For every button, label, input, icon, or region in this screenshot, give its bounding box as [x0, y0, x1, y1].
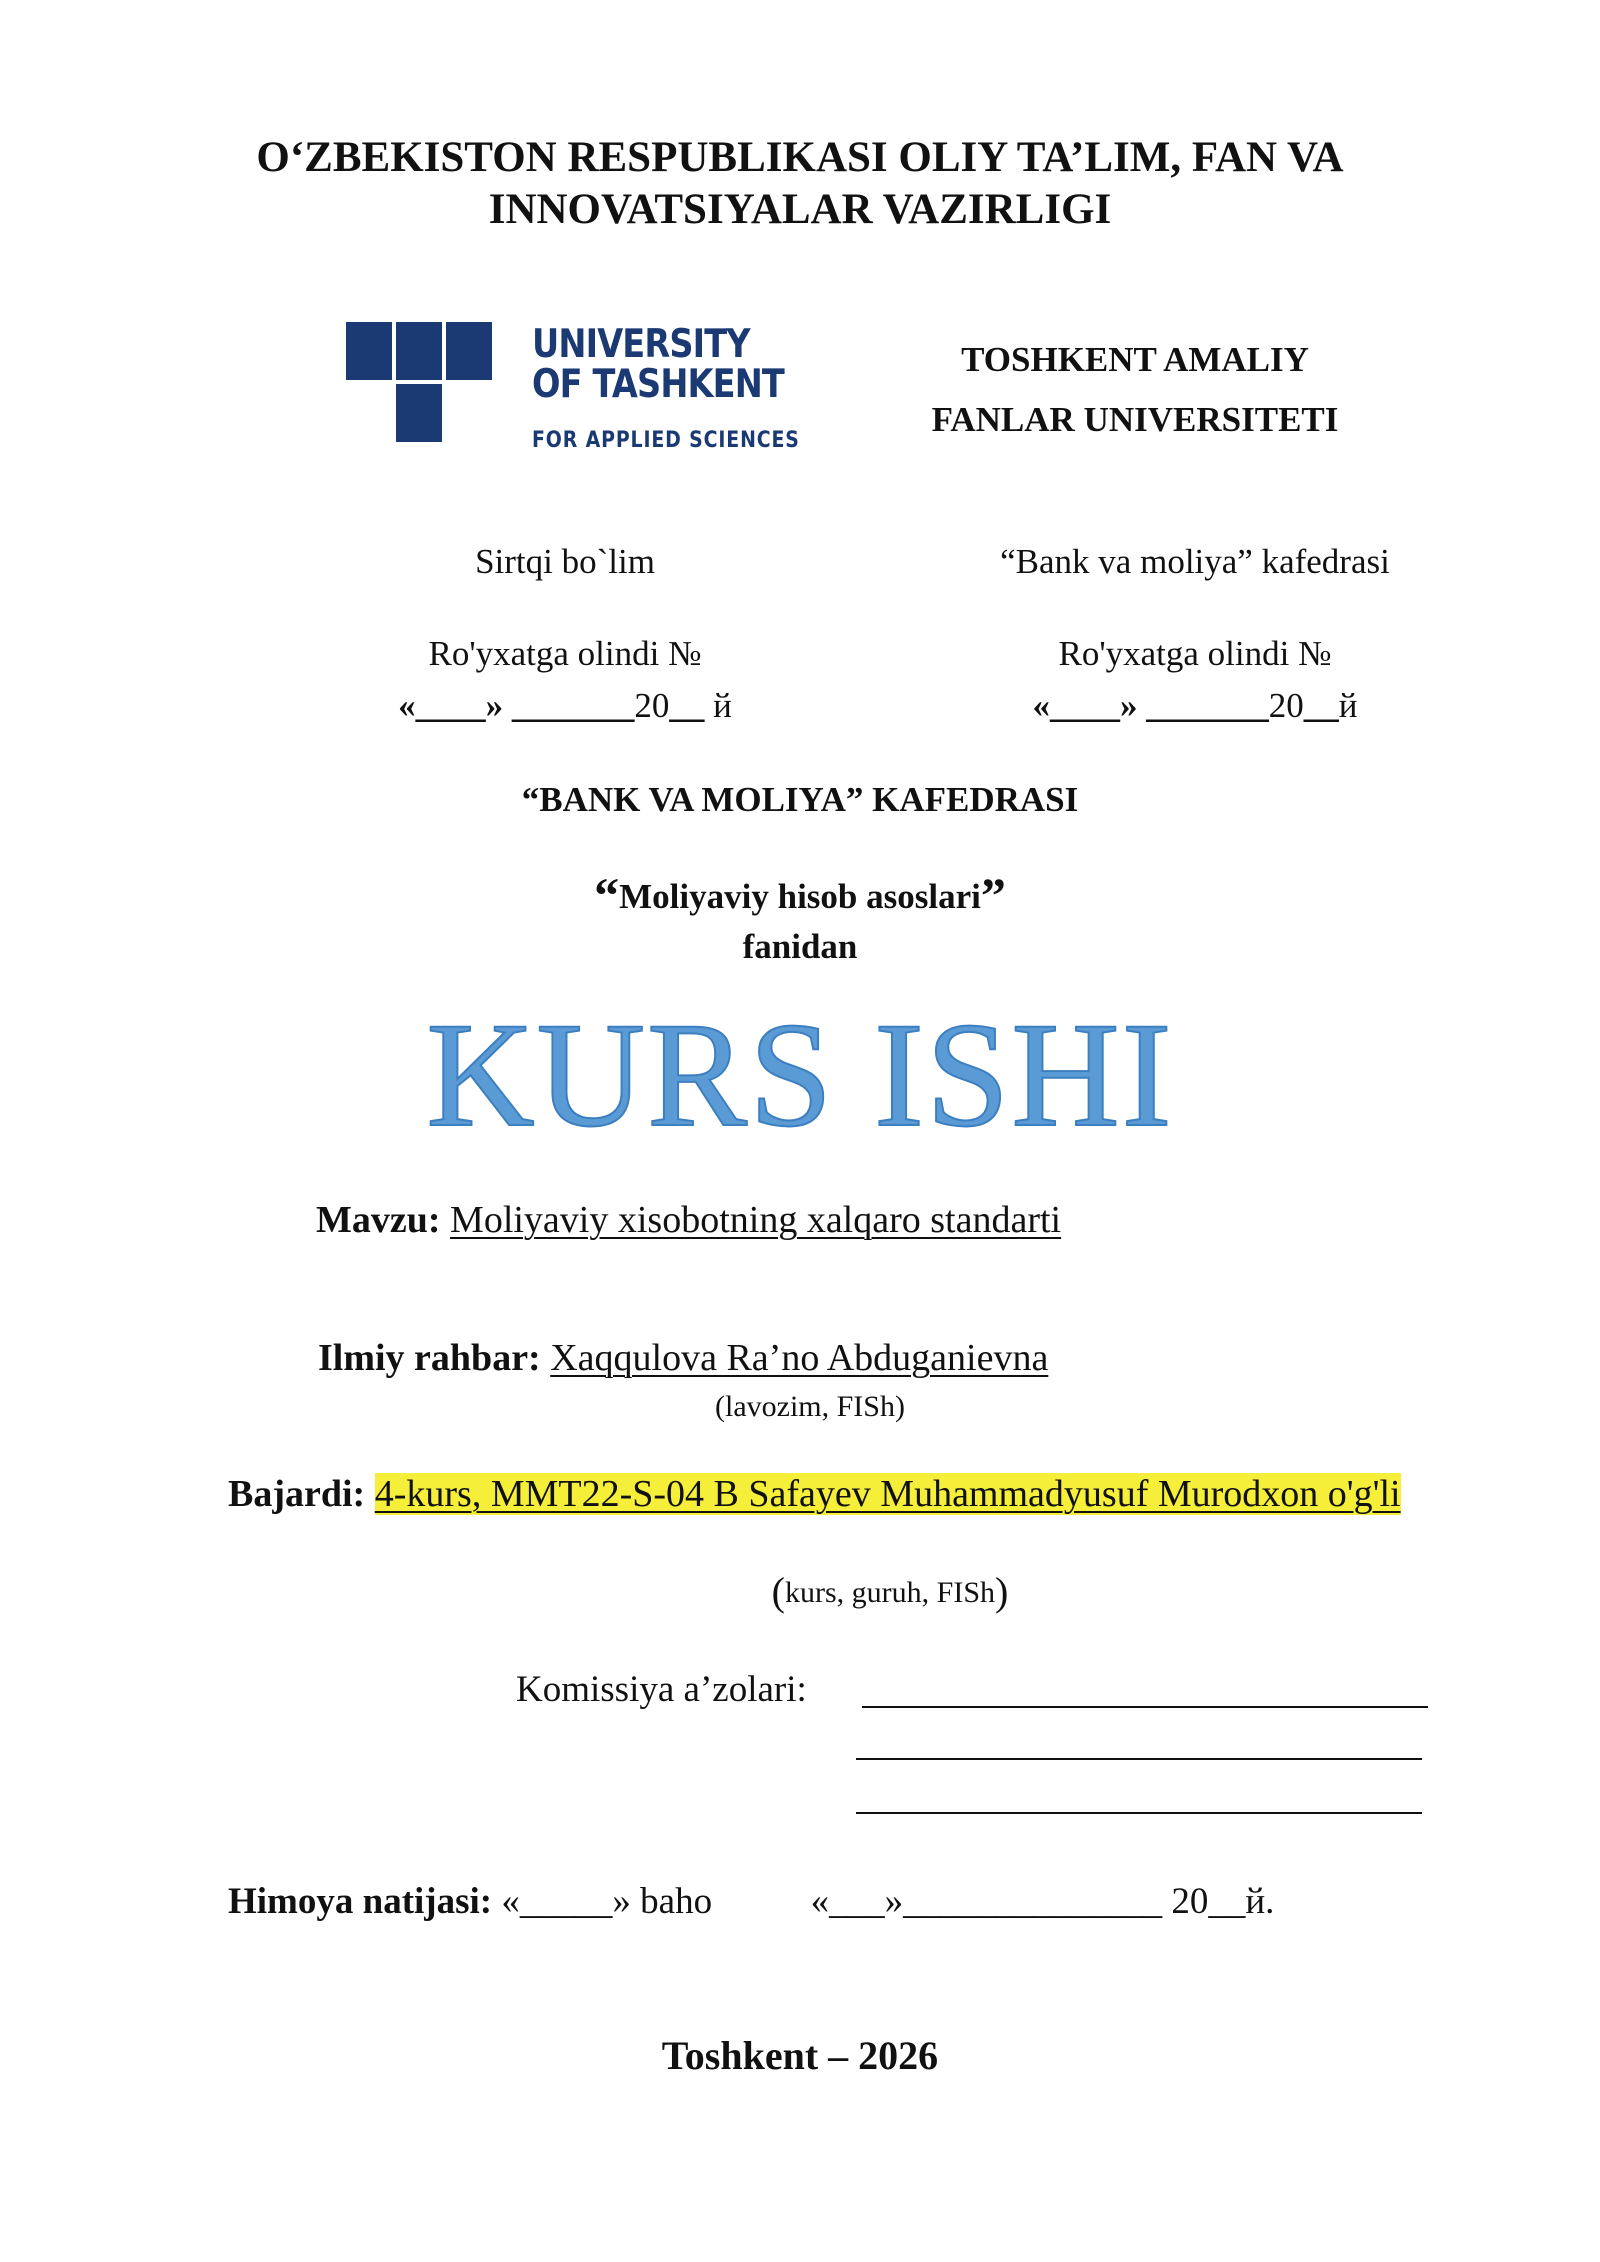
ministry-header: [200, 132, 1400, 236]
commission-line-1: [862, 1706, 1428, 1708]
author-note-open: (: [771, 1569, 785, 1614]
left-date-open: «: [398, 686, 416, 725]
logo-text-university: UNIVERSITY: [532, 322, 750, 367]
ministry-line-1: O‘ZBEKISTON RESPUBLIKASI OLIY TA’LIM, FAN VA: [256, 134, 1344, 181]
defense-year-suffix: й.: [1245, 1881, 1275, 1922]
defense-result-field: Himoya natijasi: «_____» baho «___»______________ 20__й.: [228, 1881, 1275, 1922]
supervisor-field: [318, 1336, 1048, 1380]
subject-suffix: fanidan: [742, 927, 858, 966]
subject-name: Moliyaviy hisob asoslari: [619, 877, 981, 916]
supervisor-value: Xaqqulova Ra’no Abduganievna: [550, 1337, 1049, 1379]
ministry-line-2: INNOVATSIYALAR VAZIRLIGI: [488, 186, 1112, 233]
topic-field: [316, 1198, 1061, 1242]
left-department: Sirtqi bo`lim: [475, 542, 655, 581]
topic-label: Mavzu:: [316, 1199, 441, 1241]
supervisor-note: (lavozim, FISh): [715, 1390, 905, 1423]
topic-value: Moliyaviy xisobotning xalqaro standarti: [450, 1199, 1062, 1241]
supervisor-label: Ilmiy rahbar:: [318, 1337, 541, 1379]
right-date-line: «____» _______20__й: [1032, 686, 1358, 725]
right-date-close: »: [1120, 686, 1138, 725]
subject-block: [300, 867, 1300, 972]
logo-square-1: [346, 322, 392, 380]
author-field: [228, 1472, 1401, 1516]
left-registration: Ro'yxatga olindi №: [428, 634, 702, 673]
right-column: [915, 542, 1475, 726]
commission-line-3: [856, 1812, 1422, 1814]
subject-line: [300, 867, 1300, 923]
right-year-suffix: й: [1338, 686, 1358, 725]
defense-date-open: «: [810, 1881, 830, 1922]
subject-close-quote: ”: [980, 867, 1006, 923]
author-note-close: ): [995, 1569, 1009, 1614]
right-department: “Bank va moliya” kafedrasi: [1000, 542, 1390, 581]
right-date-open: «: [1032, 686, 1050, 725]
defense-grade-open: «: [501, 1881, 520, 1922]
right-registration: Ro'yxatga olindi №: [1058, 634, 1332, 673]
defense-date-close: »: [884, 1881, 904, 1922]
defense-year: 20: [1171, 1881, 1209, 1922]
university-name: [880, 330, 1390, 450]
logo-text-of-tashkent: OF TASHKENT: [532, 362, 784, 407]
defense-label: Himoya natijasi:: [228, 1881, 493, 1922]
university-name-line-1: TOSHKENT AMALIY: [961, 340, 1309, 379]
commission-line-2: [856, 1758, 1422, 1760]
commission-label: Komissiya a’zolari:: [516, 1669, 807, 1710]
left-date-close: »: [485, 686, 504, 725]
defense-grade-word: baho: [640, 1881, 713, 1922]
city-year-footer: Toshkent – 2026: [661, 2033, 939, 2078]
author-value: 4-kurs, MMT22-S-04 B Safayev Muhammadyusuf Murodxon o'g'li: [374, 1473, 1401, 1515]
university-name-line-2: FANLAR UNIVERSITETI: [931, 400, 1339, 439]
left-year: 20: [634, 686, 670, 725]
right-year: 20: [1268, 686, 1304, 725]
author-note-text: kurs, guruh, FISh: [784, 1576, 995, 1609]
logo-text-applied-sciences: FOR APPLIED SCIENCES: [532, 428, 800, 453]
subject-open-quote: “: [594, 867, 620, 923]
author-label: Bajardi:: [228, 1473, 366, 1515]
defense-grade-close: »: [612, 1881, 631, 1922]
left-column: [285, 542, 845, 726]
left-date-line: «____» _______20__ й: [398, 686, 732, 725]
logo-square-4: [396, 384, 442, 442]
document-type-title: KURS ISHI: [426, 992, 1174, 1158]
university-logo: [346, 322, 800, 462]
left-year-suffix: й: [713, 686, 732, 725]
author-note: [560, 1568, 1220, 1615]
logo-square-3: [446, 322, 492, 380]
logo-square-2: [396, 322, 442, 380]
kafedra-title: “BANK VA MOLIYA” KAFEDRASI: [521, 780, 1079, 819]
